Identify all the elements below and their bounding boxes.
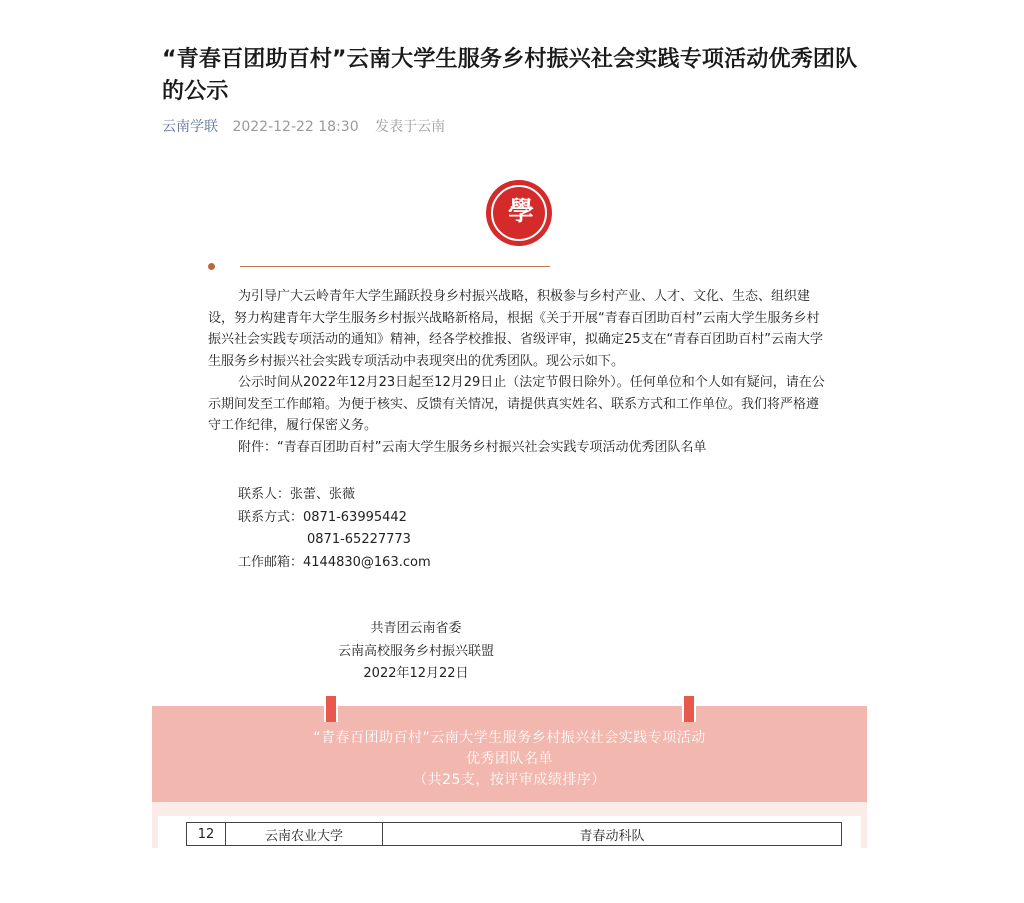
banner-tab-right <box>682 696 696 722</box>
signature-org-2: 云南高校服务乡村振兴联盟 <box>337 643 494 659</box>
banner-subtitle: 优秀团队名单 <box>466 751 553 767</box>
banner-title: “青春百团助百村”云南大学生服务乡村振兴社会实践专项活动 <box>313 730 706 746</box>
banner-note: （共25支，按评审成绩排序） <box>413 772 606 788</box>
article-title: “青春百团助百村”云南大学生服务乡村振兴社会实践专项活动优秀团队的公示 <box>162 47 858 104</box>
banner-tab-left <box>324 696 338 722</box>
publish-location: 发表于云南 <box>375 119 446 135</box>
paragraph-attachment: 附件：“青春百团助百村”云南大学生服务乡村振兴社会实践专项活动优秀团队名单 <box>238 439 707 455</box>
contact-phone: 联系方式：0871-63995442 <box>238 509 407 525</box>
seal-glyph: 學 <box>507 197 534 227</box>
signature-date: 2022年12月22日 <box>363 666 469 681</box>
decorative-divider <box>240 266 550 267</box>
team-table <box>186 822 842 846</box>
row-school: 云南农业大学 <box>226 823 383 846</box>
article-meta <box>162 116 445 136</box>
notice-body <box>208 286 828 458</box>
row-number: 12 <box>187 823 226 846</box>
table-row <box>187 823 842 846</box>
signature-org-1: 共青团云南省委 <box>370 621 462 636</box>
contact-phone-secondary: 0871-65227773 <box>307 532 411 547</box>
decorative-dot <box>208 263 215 270</box>
signature-block <box>330 618 502 686</box>
banner-text <box>152 728 867 791</box>
row-team: 青春动科队 <box>383 823 842 846</box>
list-banner <box>152 706 867 802</box>
paragraph-intro: 为引导广大云岭青年大学生踊跃投身乡村振兴战略，积极参与乡村产业、人才、文化、生态、组织建设，努力构建青年大学生服务乡村振兴战略新格局，根据《关于开展“青春百团助百村”云南大学生服务乡村振兴社会实践专项活动的通知》精神，经各学校推报、省级评审，拟确定25支在“青春百团助百村”云南大学生服务乡村振兴社会实践专项活动中表现突出的优秀团队。现公示如下。 <box>208 289 824 369</box>
student-federation-seal-icon <box>486 180 552 246</box>
paragraph-period: 公示时间从2022年12月23日起至12月29日止（法定节假日除外）。任何单位和个人如有疑问，请在公示期间发至工作邮箱。为便于核实、反馈有关情况，请提供真实姓名、联系方式和工作单位。我们将严格遵守工作纪律，履行保密义务。 <box>208 375 825 433</box>
contact-info <box>238 484 431 574</box>
publish-time: 2022-12-22 18:30 <box>232 119 359 135</box>
author-link[interactable]: 云南学联 <box>162 119 218 135</box>
contact-email: 工作邮箱：4144830@163.com <box>238 554 431 570</box>
team-list-section <box>152 802 867 848</box>
contact-person: 联系人：张蕾、张薇 <box>238 487 356 502</box>
